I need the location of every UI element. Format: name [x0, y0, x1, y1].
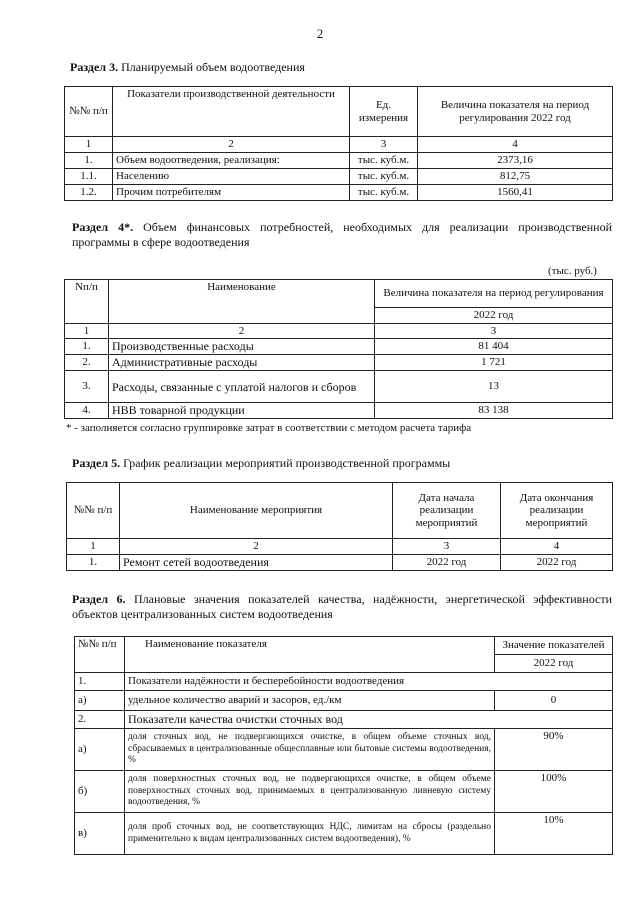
s5-numbering-cell: 4: [501, 539, 613, 555]
s4-row-number: 1.: [65, 339, 109, 355]
s5-row-number: 1.: [67, 554, 120, 570]
s5-numbering-cell: 3: [393, 539, 501, 555]
section-4-unit-note: (тыс. руб.): [548, 265, 597, 277]
s3-row-unit: тыс. куб.м.: [350, 168, 418, 184]
s3-row-unit: тыс. куб.м.: [350, 184, 418, 200]
s6-header-name: Наименование показателя: [125, 637, 495, 673]
s6-row-name: доля сточных вод, не подвергающихся очистке, в общем объеме сточных вод, сбрасываемых в централизованные общесплавные или бытовые системы водоотведения, %: [125, 729, 495, 771]
section-3-title-bold: Раздел 3.: [70, 60, 119, 74]
s3-header-indicator: Показатели производственной деятельности: [113, 87, 350, 137]
s3-row-value: 812,75: [418, 168, 613, 184]
s4-row-number: 4.: [65, 403, 109, 419]
s4-row-value: 13: [375, 371, 613, 403]
s3-numbering-cell: 3: [350, 137, 418, 153]
section-6-title: [72, 592, 612, 622]
section-3-title-text: Планируемый объем водоотведения: [121, 60, 305, 74]
s4-row-name: НВВ товарной продукции: [109, 403, 375, 419]
s4-header-year: 2022 год: [375, 308, 613, 324]
s3-row-value: 1560,41: [418, 184, 613, 200]
s4-header-num: Nп/п: [65, 280, 109, 324]
s4-row-name: Производственные расходы: [109, 339, 375, 355]
s6-row-name: доля поверхностных сточных вод, не подвергающихся очистке, в общем объеме поверхностных сточных вод, принимаемых в централизованную ливневую систему водоотведения, %: [125, 771, 495, 813]
page-number: 2: [316, 26, 324, 41]
s4-numbering-cell: 1: [65, 323, 109, 339]
s6-header-value: Значение показателей: [495, 637, 613, 655]
section-6-title-bold: Раздел 6.: [72, 592, 126, 606]
s3-row-unit: тыс. куб.м.: [350, 152, 418, 168]
s3-row-value: 2373,16: [418, 152, 613, 168]
section-5-table: [66, 482, 613, 571]
s3-row-name: Объем водоотведения, реализация:: [113, 152, 350, 168]
section-6-table: [74, 636, 613, 855]
s6-row-number: 1.: [75, 673, 125, 691]
section-6-title-text: Плановые значения показателей качества, надёжности, энергетической эффективности объектов централизованных систем водоотведения: [72, 592, 613, 621]
s5-header-end: Дата окончания реализации мероприятий: [501, 483, 613, 539]
s3-header-value: Величина показателя на период регулирования 2022 год: [418, 87, 613, 137]
section-4-title-bold: Раздел 4*.: [72, 220, 134, 234]
s5-row-name: Ремонт сетей водоотведения: [120, 554, 393, 570]
section-5-title-text: График реализации мероприятий производственной программы: [123, 456, 451, 470]
s6-row-name: удельное количество аварий и засоров, ед./км: [125, 691, 495, 711]
s4-row-name: Расходы, связанные с уплатой налогов и сборов: [109, 371, 375, 403]
s5-numbering-cell: 2: [120, 539, 393, 555]
section-4-title-text: Объем финансовых потребностей, необходимых для реализации производственной программы в сфере водоотведения: [72, 220, 612, 249]
s6-row-number: а): [75, 729, 125, 771]
s4-numbering-cell: 2: [109, 323, 375, 339]
s4-row-value: 83 138: [375, 403, 613, 419]
s6-row-name: Показатели надёжности и бесперебойности водоотведения: [125, 673, 613, 691]
s6-header-num: №№ п/п: [75, 637, 125, 673]
section-4-table: [64, 279, 613, 419]
s5-row-start: 2022 год: [393, 554, 501, 570]
s6-row-value: 90%: [495, 729, 613, 771]
s4-numbering-cell: 3: [375, 323, 613, 339]
s4-row-value: 81 404: [375, 339, 613, 355]
s5-header-start: Дата начала реализации мероприятий: [393, 483, 501, 539]
s6-row-value: 10%: [495, 813, 613, 855]
section-4-footnote: * - заполняется согласно группировке затрат в соответствии с методом расчета тарифа: [66, 422, 472, 434]
s3-row-number: 1.: [65, 152, 113, 168]
s3-header-unit: Ед. измерения: [350, 87, 418, 137]
s4-header-name: Наименование: [109, 280, 375, 324]
s6-row-name: доля проб сточных вод, не соответствующих НДС, лимитам на сбросы (раздельно применительно к видам централизованных систем водоотведения), %: [125, 813, 495, 855]
s3-numbering-cell: 1: [65, 137, 113, 153]
section-5-title-bold: Раздел 5.: [72, 456, 121, 470]
s6-header-year: 2022 год: [495, 655, 613, 673]
s4-row-name: Административные расходы: [109, 355, 375, 371]
s3-row-number: 1.2.: [65, 184, 113, 200]
s6-row-name: Показатели качества очистки сточных вод: [125, 711, 613, 729]
s5-header-name: Наименование мероприятия: [120, 483, 393, 539]
section-4-title: [72, 220, 612, 250]
section-3-table: [64, 86, 613, 201]
s4-row-value: 1 721: [375, 355, 613, 371]
s4-row-number: 3.: [65, 371, 109, 403]
section-5-title: [72, 456, 450, 471]
s4-header-value: Величина показателя на период регулирования: [375, 280, 613, 308]
s3-row-number: 1.1.: [65, 168, 113, 184]
s6-row-number: а): [75, 691, 125, 711]
s4-row-number: 2.: [65, 355, 109, 371]
s5-row-end: 2022 год: [501, 554, 613, 570]
s5-numbering-cell: 1: [67, 539, 120, 555]
s3-row-name: Прочим потребителям: [113, 184, 350, 200]
s6-row-number: 2.: [75, 711, 125, 729]
s5-header-num: №№ п/п: [67, 483, 120, 539]
section-3-title: [70, 60, 305, 75]
s3-numbering-cell: 4: [418, 137, 613, 153]
s6-row-value: 0: [495, 691, 613, 711]
s6-row-number: в): [75, 813, 125, 855]
s3-row-name: Населению: [113, 168, 350, 184]
s3-numbering-cell: 2: [113, 137, 350, 153]
s3-header-num: №№ п/п: [65, 87, 113, 137]
s6-row-number: б): [75, 771, 125, 813]
s6-row-value: 100%: [495, 771, 613, 813]
